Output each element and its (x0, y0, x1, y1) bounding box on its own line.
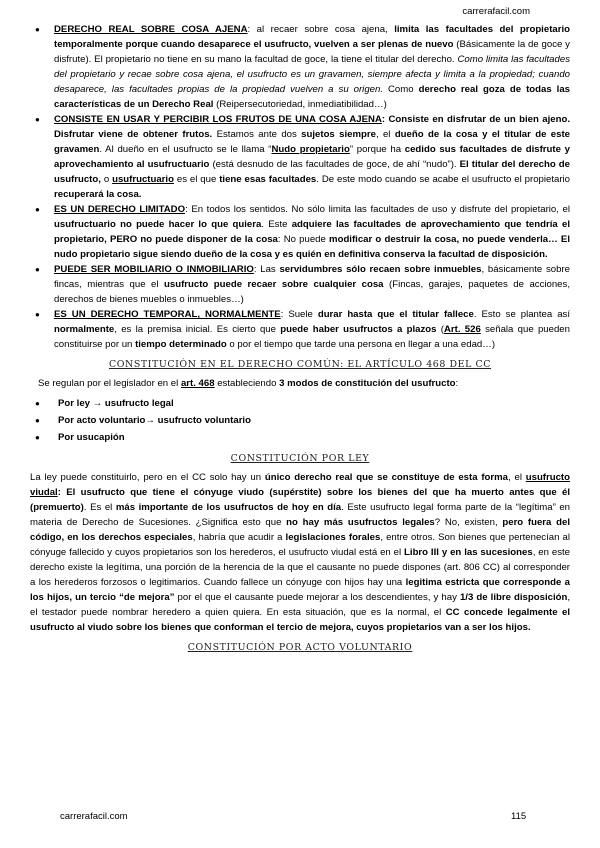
list-item: ● CONSISTE EN USAR Y PERCIBIR LOS FRUTOS DE UNA COSA AJENA: Consiste en disfrutar de un bien ajeno. Disfrutar viene de obtener frutos. Estamos ante dos sujetos siempre, el dueño de la cosa y el titular de este gravamen. Al dueño en el usufructo se le llama “Nudo propietario” porque ha cedido sus facultades de disfrute y aprovechamiento al usufructuario (está desnudo de las facultades de goce, de ahí “nudo”). El titular del derecho de usufructo, o usufructuario es el que tiene esas facultades. De este modo cuando se acabe el usufructo el propietario recuperará la cosa. (30, 112, 570, 202)
section-title-por-ley: CONSTITUCIÓN POR LEY (230, 453, 370, 464)
paragraph-por-ley: La ley puede constituirlo, pero en el CC solo hay un único derecho real que se constituye de esta forma, el usufructo viudal: El usufructo que tiene el cónyuge viudo (supérstite) sobre los bienes del que ha muerto antes que él (premuerto). Es el más importante de los usufructos de hoy en día. Este usufructo legal forma parte de la “legítima” en materia de Derecho de Sucesiones. ¿Significa esto que no hay más usufructos legales? No, existen, pero fuera del código, en los derechos especiales, habría que acudir a legislaciones forales, entre otros. Son bienes que pertenecían al cónyuge fallecido y cuyos propietarios son los herederos, el usufructo viudal está en el Libro III y en las sucesiones, en este derecho existe la legítima, una porción de la herencia de la que el causante no puede dispones (art. 806 CC) al corresponder a los herederos forzosos o legitimarios. Cuando fallece un cónyuge con hijos hay una legitima estricta que corresponde a los hijos, un tercio “de mejora” por el que el causante puede mejorar a los descendientes, y hay 1/3 de libre disposición, el testador puede nombrar heredero a quien quiera. En esta situación, que es la normal, el CC concede legalmente el usufructo al viudo sobre los bienes que conforman el tercio de mejora, cuyos propietarios van a ser los hijos. (30, 472, 571, 633)
header-site: carrerafacil.com (462, 6, 530, 17)
section-title-derecho-comun: CONSTITUCIÓN EN EL DERECHO COMÚN: EL ARTÍCULO 468 DEL CC (108, 359, 492, 370)
document-body (30, 22, 570, 659)
footer-site: carrerafacil.com (60, 811, 128, 822)
section-intro: Se regulan por el legislador en el art. 468 estableciendo 3 modos de constitución del usufructo: (38, 378, 459, 389)
constitution-modes-list (30, 395, 570, 446)
list-item: ● Por acto voluntario→ usufructo voluntario (30, 412, 570, 429)
list-item: ● Por usucapión (30, 429, 570, 446)
page-number: 115 (511, 811, 527, 822)
list-item: ● ES UN DERECHO TEMPORAL, NORMALMENTE: Suele durar hasta que el titular fallece. Esto se plantea así normalmente, es la premisa inicial. Es cierto que puede haber usufructos a plazos (Art. 526 señala que pueden constituirse por un tiempo determinado o por el tiempo que tarde una persona en llegar a una edad…) (30, 307, 570, 352)
list-item: ● PUEDE SER MOBILIARIO O INMOBILIARIO: Las servidumbres sólo recaen sobre inmuebles, básicamente sobre fincas, mientras que el usufructo puede recaer sobre cualquier cosa (Fincas, garajes, paquetes de acciones, derechos de bienes muebles o inmuebles…) (30, 262, 570, 307)
list-item: ● ES UN DERECHO LIMITADO: En todos los sentidos. No sólo limita las facultades de uso y disfrute del propietario, el usufructuario no puede hacer lo que quiera. Este adquiere las facultades de aprovechamiento que tendría el propietario, PERO no puede disponer de la cosa: No puede modificar o destruir la cosa, no puede venderla… El nudo propietario sigue siendo dueño de la cosa y es quién en definitiva conserva la facultad de disposición. (30, 202, 570, 262)
list-item: ● Por ley → usufructo legal (30, 395, 570, 412)
characteristics-list (30, 22, 570, 352)
section-title-acto-voluntario: CONSTITUCIÓN POR ACTO VOLUNTARIO (187, 642, 413, 653)
list-item: ● DERECHO REAL SOBRE COSA AJENA: al recaer sobre cosa ajena, limita las facultades del propietario temporalmente porque cuando desaparece el usufructo, vuelven a ser plenas de nuevo (Básicamente la de goce y disfrute). El propietario no tiene en su mano la facultad de goce, la tiene el titular del derecho. Como limita las facultades del propietario y recae sobre cosa ajena, el usufructo es un gravamen, siempre afecta y limita a la propiedad; cuando desaparece, las facultades propias de la propiedad vuelven a su origen. Como derecho real goza de todas las características de un Derecho Real (Reipersecutoriedad, inmediatibilidad…) (30, 22, 570, 112)
